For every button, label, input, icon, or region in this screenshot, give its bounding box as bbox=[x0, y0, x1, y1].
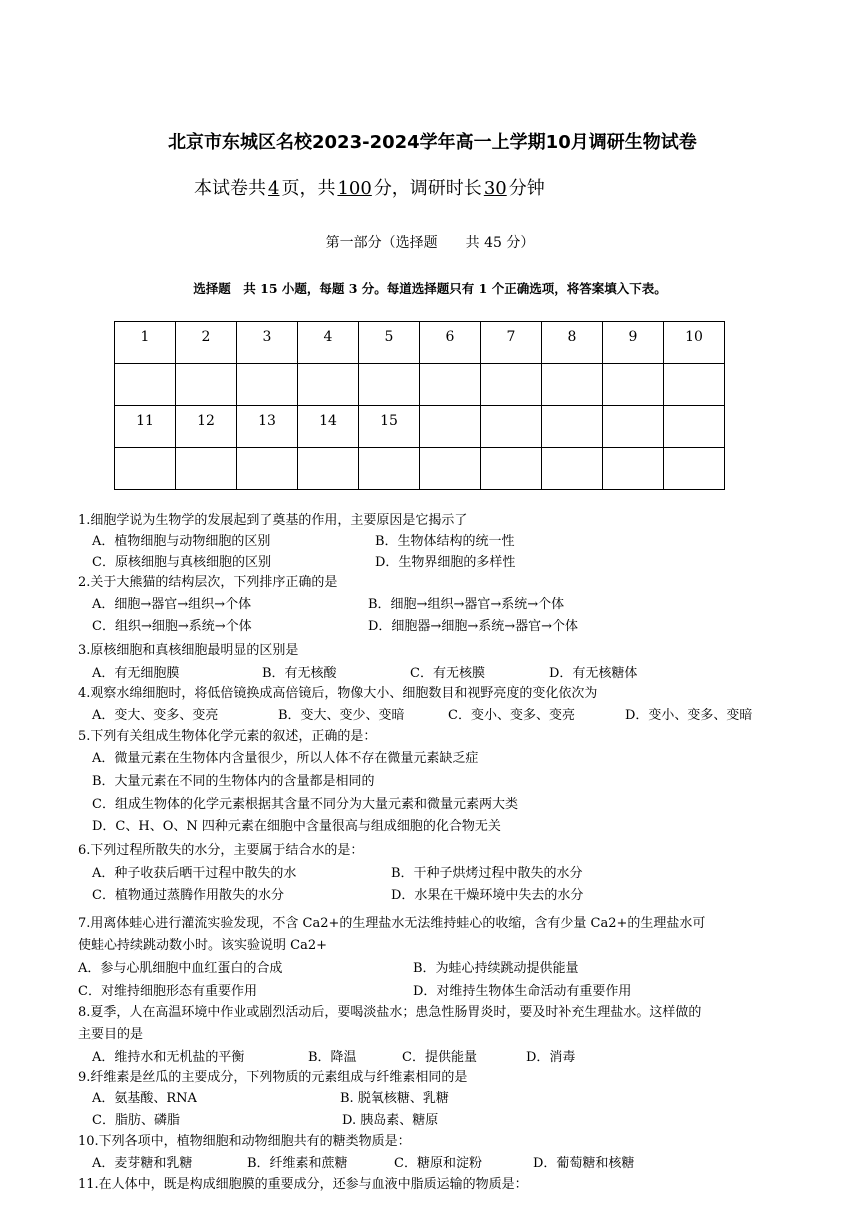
info-suffix: 分钟 bbox=[508, 178, 545, 199]
option-d: D．对维持生物体生命活动有重要作用 bbox=[413, 984, 632, 999]
info-mid2: 分，调研时长 bbox=[373, 178, 482, 199]
option-d: D．消毒 bbox=[526, 1050, 576, 1065]
option-a: A．细胞→器官→组织→个体 bbox=[92, 597, 252, 612]
question-number: 12 bbox=[197, 413, 215, 429]
option-c: C．组织→细胞→系统→个体 bbox=[92, 619, 252, 634]
option-a: A．种子收获后晒干过程中散失的水 bbox=[92, 866, 297, 881]
question-number: 9 bbox=[628, 329, 638, 345]
answer-cell[interactable] bbox=[359, 364, 420, 406]
answer-cell[interactable] bbox=[298, 364, 359, 406]
answer-cell[interactable] bbox=[420, 364, 481, 406]
answer-cell[interactable] bbox=[603, 448, 664, 490]
option-d: D．C、H、O、N 四种元素在细胞中含量很高与组成细胞的化合物无关 bbox=[92, 819, 501, 834]
option-a: A．植物细胞与动物细胞的区别 bbox=[92, 534, 271, 549]
option-d: D．细胞器→细胞→系统→器官→个体 bbox=[368, 619, 578, 634]
answer-cell[interactable] bbox=[664, 364, 725, 406]
question-stem: 9.纤维素是丝瓜的主要成分，下列物质的元素组成与纤维素相同的是 bbox=[78, 1070, 468, 1085]
option-b: B．生物体结构的统一性 bbox=[375, 534, 515, 549]
question-stem: 3.原核细胞和真核细胞最明显的区别是 bbox=[78, 643, 299, 658]
table-row bbox=[115, 364, 725, 406]
question-number: 4 bbox=[323, 329, 333, 345]
table-row bbox=[115, 406, 725, 448]
question-stem-cont: 主要目的是 bbox=[78, 1027, 144, 1042]
table-cell bbox=[176, 406, 237, 448]
question-stem: 11.在人体中，既是构成细胞膜的重要成分，还参与血液中脂质运输的物质是： bbox=[78, 1177, 528, 1192]
option-d: D．有无核糖体 bbox=[549, 666, 638, 681]
question-number: 15 bbox=[380, 413, 398, 429]
info-score: 100 bbox=[337, 178, 372, 199]
table-cell bbox=[603, 406, 664, 448]
table-cell bbox=[115, 406, 176, 448]
question-stem: 2.关于大熊猫的结构层次，下列排序正确的是 bbox=[78, 575, 338, 590]
option-a: A．麦芽糖和乳糖 bbox=[92, 1156, 193, 1171]
question-number: 11 bbox=[136, 413, 154, 429]
answer-cell[interactable] bbox=[542, 448, 603, 490]
info-mid1: 页，共 bbox=[281, 178, 336, 199]
option-b: B．变大、变少、变暗 bbox=[278, 708, 405, 723]
table-cell bbox=[420, 406, 481, 448]
question-stem: 7.用离体蛙心进行灌流实验发现，不含 Ca2+的生理盐水无法维持蛙心的收缩，含有少量 Ca2+的生理盐水可 bbox=[78, 916, 706, 931]
option-d: D．葡萄糖和核糖 bbox=[533, 1156, 635, 1171]
answer-cell[interactable] bbox=[237, 364, 298, 406]
question-number: 8 bbox=[567, 329, 577, 345]
option-c: C．组成生物体的化学元素根据其含量不同分为大量元素和微量元素两大类 bbox=[92, 797, 518, 812]
option-b: B．为蛙心持续跳动提供能量 bbox=[413, 961, 579, 976]
option-b: B．降温 bbox=[308, 1050, 357, 1065]
question-stem: 8.夏季，人在高温环境中作业或剧烈活动后，要喝淡盐水；患急性肠胃炎时，要及时补充生理盐水。这样做的 bbox=[78, 1005, 702, 1020]
option-a: A．变大、变多、变亮 bbox=[92, 708, 219, 723]
answer-cell[interactable] bbox=[115, 448, 176, 490]
question-number: 2 bbox=[201, 329, 211, 345]
option-c: C．提供能量 bbox=[402, 1050, 477, 1065]
option-a: A．维持水和无机盐的平衡 bbox=[92, 1050, 245, 1065]
answer-cell[interactable] bbox=[664, 448, 725, 490]
question-number: 6 bbox=[445, 329, 455, 345]
answer-cell[interactable] bbox=[176, 364, 237, 406]
table-cell bbox=[603, 322, 664, 364]
table-cell bbox=[359, 406, 420, 448]
answer-cell[interactable] bbox=[176, 448, 237, 490]
info-pages: 4 bbox=[268, 178, 280, 199]
table-row bbox=[115, 448, 725, 490]
option-c: C．变小、变多、变亮 bbox=[448, 708, 575, 723]
question-number: 5 bbox=[384, 329, 394, 345]
option-c: C．原核细胞与真核细胞的区别 bbox=[92, 555, 271, 570]
exam-info bbox=[194, 174, 545, 200]
part-heading: 第一部分（选择题 共 45 分） bbox=[325, 235, 535, 251]
option-a: A．有无细胞膜 bbox=[92, 666, 180, 681]
table-cell bbox=[298, 406, 359, 448]
table-cell bbox=[237, 322, 298, 364]
table-cell bbox=[298, 322, 359, 364]
option-a: A．参与心肌细胞中血红蛋白的合成 bbox=[78, 961, 283, 976]
option-d: D. 胰岛素、糖原 bbox=[342, 1113, 439, 1128]
option-a: A．微量元素在生物体内含量很少，所以人体不存在微量元素缺乏症 bbox=[92, 751, 479, 766]
option-c: C．脂肪、磷脂 bbox=[92, 1113, 180, 1128]
answer-cell[interactable] bbox=[481, 364, 542, 406]
answer-cell[interactable] bbox=[359, 448, 420, 490]
question-number: 1 bbox=[140, 329, 150, 345]
table-cell bbox=[481, 322, 542, 364]
option-d: D．生物界细胞的多样性 bbox=[375, 555, 516, 570]
option-c: C．植物通过蒸腾作用散失的水分 bbox=[92, 888, 284, 903]
question-number: 10 bbox=[685, 329, 703, 345]
question-stem: 6.下列过程所散失的水分，主要属于结合水的是： bbox=[78, 843, 364, 858]
answer-table bbox=[114, 321, 725, 490]
table-cell bbox=[359, 322, 420, 364]
table-row bbox=[115, 322, 725, 364]
option-c: C．对维持细胞形态有重要作用 bbox=[78, 984, 257, 999]
option-b: B．大量元素在不同的生物体内的含量都是相同的 bbox=[92, 774, 375, 789]
table-cell bbox=[664, 322, 725, 364]
page-title: 北京市东城区名校2023-2024学年高一上学期10月调研生物试卷 bbox=[168, 132, 697, 153]
question-stem: 10.下列各项中，植物细胞和动物细胞共有的糖类物质是： bbox=[78, 1134, 411, 1149]
answer-cell[interactable] bbox=[603, 364, 664, 406]
answer-cell[interactable] bbox=[481, 448, 542, 490]
table-cell bbox=[664, 406, 725, 448]
instruction: 选择题 共 15 小题，每题 3 分。每道选择题只有 1 个正确选项，将答案填入下表。 bbox=[193, 281, 667, 296]
question-number: 3 bbox=[262, 329, 272, 345]
info-time: 30 bbox=[483, 178, 507, 199]
option-b: B. 脱氧核糖、乳糖 bbox=[340, 1091, 449, 1106]
answer-cell[interactable] bbox=[420, 448, 481, 490]
option-c: C．有无核膜 bbox=[410, 666, 485, 681]
option-b: B．干种子烘烤过程中散失的水分 bbox=[391, 866, 583, 881]
option-b: B．细胞→组织→器官→系统→个体 bbox=[368, 597, 565, 612]
option-d: D．变小、变多、变暗 bbox=[625, 708, 753, 723]
question-stem: 4.观察水绵细胞时，将低倍镜换成高倍镜后，物像大小、细胞数目和视野亮度的变化依次为 bbox=[78, 686, 598, 701]
table-cell bbox=[481, 406, 542, 448]
answer-cell[interactable] bbox=[298, 448, 359, 490]
answer-cell[interactable] bbox=[237, 448, 298, 490]
table-cell bbox=[542, 406, 603, 448]
table-cell bbox=[237, 406, 298, 448]
table-cell bbox=[420, 322, 481, 364]
option-c: C．糖原和淀粉 bbox=[394, 1156, 482, 1171]
option-a: A．氨基酸、RNA bbox=[92, 1091, 197, 1106]
answer-cell[interactable] bbox=[115, 364, 176, 406]
question-stem: 1.细胞学说为生物学的发展起到了奠基的作用，主要原因是它揭示了 bbox=[78, 513, 468, 528]
question-number: 13 bbox=[258, 413, 276, 429]
question-number: 7 bbox=[506, 329, 516, 345]
option-b: B．纤维素和蔗糖 bbox=[247, 1156, 348, 1171]
question-stem: 5.下列有关组成生物体化学元素的叙述，正确的是： bbox=[78, 729, 377, 744]
table-cell bbox=[542, 322, 603, 364]
question-stem-cont: 使蛙心持续跳动数小时。该实验说明 Ca2+ bbox=[78, 938, 327, 953]
question-number: 14 bbox=[319, 413, 337, 429]
answer-cell[interactable] bbox=[542, 364, 603, 406]
table-cell bbox=[115, 322, 176, 364]
option-d: D．水果在干燥环境中失去的水分 bbox=[391, 888, 584, 903]
option-b: B．有无核酸 bbox=[262, 666, 337, 681]
info-prefix: 本试卷共 bbox=[194, 178, 266, 199]
table-cell bbox=[176, 322, 237, 364]
